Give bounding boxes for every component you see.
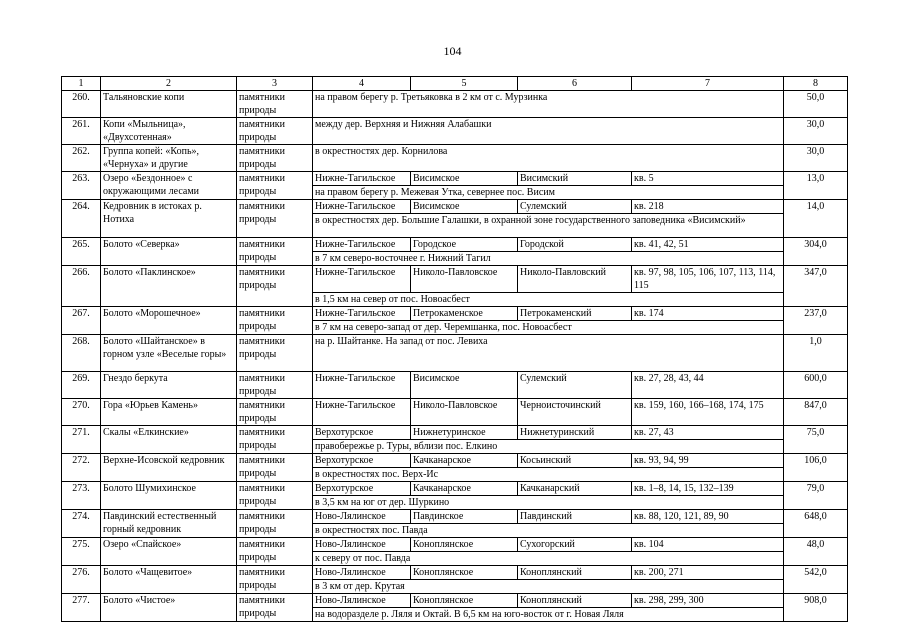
location-cell: на р. Шайтанке. На запад от пос. Левиха xyxy=(313,335,784,372)
forestry-cell: Висимское xyxy=(411,200,518,214)
table-row xyxy=(62,118,848,145)
row-number: 269. xyxy=(62,372,101,399)
subforestry-cell: Нижнетуринский xyxy=(518,426,632,440)
table-row xyxy=(62,426,848,440)
location-cell: в 1,5 км на север от пос. Новоасбест xyxy=(313,293,784,307)
row-number: 273. xyxy=(62,482,101,510)
quarters-cell: кв. 298, 299, 300 xyxy=(632,594,784,608)
subforestry-cell: Косьинский xyxy=(518,454,632,468)
forestry-cell: Петрокаменское xyxy=(411,307,518,321)
row-number: 272. xyxy=(62,454,101,482)
object-category: памятники природы xyxy=(237,145,313,172)
row-number: 274. xyxy=(62,510,101,538)
quarters-cell: кв. 27, 28, 43, 44 xyxy=(632,372,784,399)
object-category: памятники природы xyxy=(237,399,313,426)
table-row xyxy=(62,307,848,321)
object-category: памятники природы xyxy=(237,307,313,335)
area-cell: 304,0 xyxy=(784,238,848,266)
header-cell: 3 xyxy=(237,77,313,91)
location-cell: правобережье р. Туры, вблизи пос. Елкино xyxy=(313,440,784,454)
object-category: памятники природы xyxy=(237,454,313,482)
row-number: 268. xyxy=(62,335,101,372)
location-cell: на водоразделе р. Ляля и Октай. В 6,5 км на юго-восток от г. Новая Ляля xyxy=(313,608,784,622)
object-name: Гора «Юрьев Камень» xyxy=(101,399,237,426)
area-cell: 237,0 xyxy=(784,307,848,335)
quarters-cell: кв. 1–8, 14, 15, 132–139 xyxy=(632,482,784,496)
object-category: памятники природы xyxy=(237,538,313,566)
location-cell: в 7 км на северо-запад от дер. Черемшанка, пос. Новоасбест xyxy=(313,321,784,335)
object-name: Копи «Мыльница», «Двухсотенная» xyxy=(101,118,237,145)
table-row xyxy=(62,172,848,186)
object-category: памятники природы xyxy=(237,200,313,238)
table-header-row xyxy=(62,77,848,91)
object-category: памятники природы xyxy=(237,238,313,266)
row-number: 260. xyxy=(62,91,101,118)
object-name: Гнездо беркута xyxy=(101,372,237,399)
object-name: Озеро «Бездонное» с окружающими лесами xyxy=(101,172,237,200)
object-category: памятники природы xyxy=(237,266,313,307)
table-row xyxy=(62,454,848,468)
header-cell: 5 xyxy=(411,77,518,91)
district-cell: Ново-Лялинское xyxy=(313,566,411,580)
table-row xyxy=(62,372,848,399)
row-number: 277. xyxy=(62,594,101,622)
area-cell: 648,0 xyxy=(784,510,848,538)
table-row xyxy=(62,482,848,496)
quarters-cell: кв. 93, 94, 99 xyxy=(632,454,784,468)
table-row xyxy=(62,510,848,524)
object-name: Павдинский естественный горный кедровник xyxy=(101,510,237,538)
subforestry-cell: Коноплянский xyxy=(518,594,632,608)
table-row xyxy=(62,266,848,293)
header-cell: 2 xyxy=(101,77,237,91)
table-row xyxy=(62,91,848,118)
row-number: 262. xyxy=(62,145,101,172)
area-cell: 600,0 xyxy=(784,372,848,399)
protected-areas-table xyxy=(61,76,848,622)
table-row xyxy=(62,566,848,580)
location-cell: на правом берегу р. Третьяковка в 2 км от с. Мурзинка xyxy=(313,91,784,118)
object-name: Болото «Северка» xyxy=(101,238,237,266)
area-cell: 847,0 xyxy=(784,399,848,426)
quarters-cell: кв. 27, 43 xyxy=(632,426,784,440)
table-row xyxy=(62,594,848,608)
location-cell: между дер. Верхняя и Нижняя Алабашки xyxy=(313,118,784,145)
header-cell: 7 xyxy=(632,77,784,91)
subforestry-cell: Висимский xyxy=(518,172,632,186)
area-cell: 30,0 xyxy=(784,145,848,172)
table-row xyxy=(62,200,848,214)
object-category: памятники природы xyxy=(237,91,313,118)
object-name: Болото «Паклинское» xyxy=(101,266,237,307)
area-cell: 542,0 xyxy=(784,566,848,594)
district-cell: Верхотурское xyxy=(313,482,411,496)
row-number: 276. xyxy=(62,566,101,594)
table-row xyxy=(62,145,848,172)
forestry-cell: Коноплянское xyxy=(411,594,518,608)
district-cell: Нижне-Тагильское xyxy=(313,200,411,214)
quarters-cell: кв. 159, 160, 166–168, 174, 175 xyxy=(632,399,784,426)
header-cell: 6 xyxy=(518,77,632,91)
district-cell: Нижне-Тагильское xyxy=(313,399,411,426)
area-cell: 14,0 xyxy=(784,200,848,238)
quarters-cell: кв. 218 xyxy=(632,200,784,214)
area-cell: 48,0 xyxy=(784,538,848,566)
subforestry-cell: Сулемский xyxy=(518,200,632,214)
quarters-cell: кв. 200, 271 xyxy=(632,566,784,580)
district-cell: Ново-Лялинское xyxy=(313,510,411,524)
subforestry-cell: Николо-Павловский xyxy=(518,266,632,293)
object-category: памятники природы xyxy=(237,172,313,200)
page-number: 104 xyxy=(443,44,462,58)
area-cell: 75,0 xyxy=(784,426,848,454)
forestry-cell: Николо-Павловское xyxy=(411,266,518,293)
location-cell: в окрестностях пос. Верх-Ис xyxy=(313,468,784,482)
subforestry-cell: Петрокаменский xyxy=(518,307,632,321)
subforestry-cell: Павдинский xyxy=(518,510,632,524)
location-cell: в 3,5 км на юг от дер. Шуркино xyxy=(313,496,784,510)
location-cell: в окрестностях пос. Павда xyxy=(313,524,784,538)
table-row xyxy=(62,238,848,252)
table-row xyxy=(62,335,848,372)
object-name: Тальяновские копи xyxy=(101,91,237,118)
object-name: Болото «Шайтанское» в горном узле «Веселые горы» xyxy=(101,335,237,372)
subforestry-cell: Качканарский xyxy=(518,482,632,496)
forestry-cell: Нижнетуринское xyxy=(411,426,518,440)
area-cell: 347,0 xyxy=(784,266,848,307)
object-category: памятники природы xyxy=(237,426,313,454)
district-cell: Ново-Лялинское xyxy=(313,594,411,608)
quarters-cell: кв. 104 xyxy=(632,538,784,552)
quarters-cell: кв. 174 xyxy=(632,307,784,321)
subforestry-cell: Сухогорский xyxy=(518,538,632,552)
area-cell: 1,0 xyxy=(784,335,848,372)
row-number: 270. xyxy=(62,399,101,426)
object-category: памятники природы xyxy=(237,335,313,372)
location-cell: в 3 км от дер. Крутая xyxy=(313,580,784,594)
location-cell: к северу от пос. Павда xyxy=(313,552,784,566)
object-name: Болото «Чистое» xyxy=(101,594,237,622)
subforestry-cell: Черноисточинский xyxy=(518,399,632,426)
location-cell: на правом берегу р. Межевая Утка, севернее пос. Висим xyxy=(313,186,784,200)
quarters-cell: кв. 5 xyxy=(632,172,784,186)
area-cell: 106,0 xyxy=(784,454,848,482)
area-cell: 79,0 xyxy=(784,482,848,510)
quarters-cell: кв. 41, 42, 51 xyxy=(632,238,784,252)
header-cell: 4 xyxy=(313,77,411,91)
row-number: 263. xyxy=(62,172,101,200)
object-category: памятники природы xyxy=(237,594,313,622)
row-number: 266. xyxy=(62,266,101,307)
subforestry-cell: Городской xyxy=(518,238,632,252)
header-cell: 1 xyxy=(62,77,101,91)
area-cell: 30,0 xyxy=(784,118,848,145)
object-category: памятники природы xyxy=(237,482,313,510)
row-number: 275. xyxy=(62,538,101,566)
subforestry-cell: Сулемский xyxy=(518,372,632,399)
object-name: Кедровник в истоках р. Нотиха xyxy=(101,200,237,238)
forestry-cell: Городское xyxy=(411,238,518,252)
row-number: 265. xyxy=(62,238,101,266)
location-cell: в окрестностях дер. Корнилова xyxy=(313,145,784,172)
table-row xyxy=(62,538,848,552)
header-cell: 8 xyxy=(784,77,848,91)
forestry-cell: Николо-Павловское xyxy=(411,399,518,426)
district-cell: Нижне-Тагильское xyxy=(313,172,411,186)
object-name: Группа копей: «Копь», «Чернуха» и другие xyxy=(101,145,237,172)
district-cell: Нижне-Тагильское xyxy=(313,266,411,293)
forestry-cell: Коноплянское xyxy=(411,538,518,552)
row-number: 267. xyxy=(62,307,101,335)
area-cell: 13,0 xyxy=(784,172,848,200)
forestry-cell: Коноплянское xyxy=(411,566,518,580)
object-name: Болото «Морошечное» xyxy=(101,307,237,335)
district-cell: Ново-Лялинское xyxy=(313,538,411,552)
object-name: Скалы «Елкинские» xyxy=(101,426,237,454)
district-cell: Нижне-Тагильское xyxy=(313,238,411,252)
forestry-cell: Качканарское xyxy=(411,482,518,496)
quarters-cell: кв. 88, 120, 121, 89, 90 xyxy=(632,510,784,524)
forestry-cell: Павдинское xyxy=(411,510,518,524)
forestry-cell: Висимское xyxy=(411,172,518,186)
location-cell: в 7 км северо-восточнее г. Нижний Тагил xyxy=(313,252,784,266)
table-row xyxy=(62,399,848,426)
row-number: 271. xyxy=(62,426,101,454)
subforestry-cell: Коноплянский xyxy=(518,566,632,580)
forestry-cell: Качканарское xyxy=(411,454,518,468)
district-cell: Верхотурское xyxy=(313,454,411,468)
row-number: 264. xyxy=(62,200,101,238)
area-cell: 50,0 xyxy=(784,91,848,118)
district-cell: Верхотурское xyxy=(313,426,411,440)
district-cell: Нижне-Тагильское xyxy=(313,307,411,321)
district-cell: Нижне-Тагильское xyxy=(313,372,411,399)
object-name: Болото Шумихинское xyxy=(101,482,237,510)
object-category: памятники природы xyxy=(237,566,313,594)
forestry-cell: Висимское xyxy=(411,372,518,399)
quarters-cell: кв. 97, 98, 105, 106, 107, 113, 114, 115 xyxy=(632,266,784,293)
area-cell: 908,0 xyxy=(784,594,848,622)
object-name: Верхне-Исовской кедровник xyxy=(101,454,237,482)
object-category: памятники природы xyxy=(237,118,313,145)
object-name: Болото «Чащевитое» xyxy=(101,566,237,594)
object-category: памятники природы xyxy=(237,372,313,399)
object-name: Озеро «Спайское» xyxy=(101,538,237,566)
row-number: 261. xyxy=(62,118,101,145)
object-category: памятники природы xyxy=(237,510,313,538)
location-cell: в окрестностях дер. Большие Галашки, в охранной зоне государственного заповедника «Висимский» xyxy=(313,214,784,238)
